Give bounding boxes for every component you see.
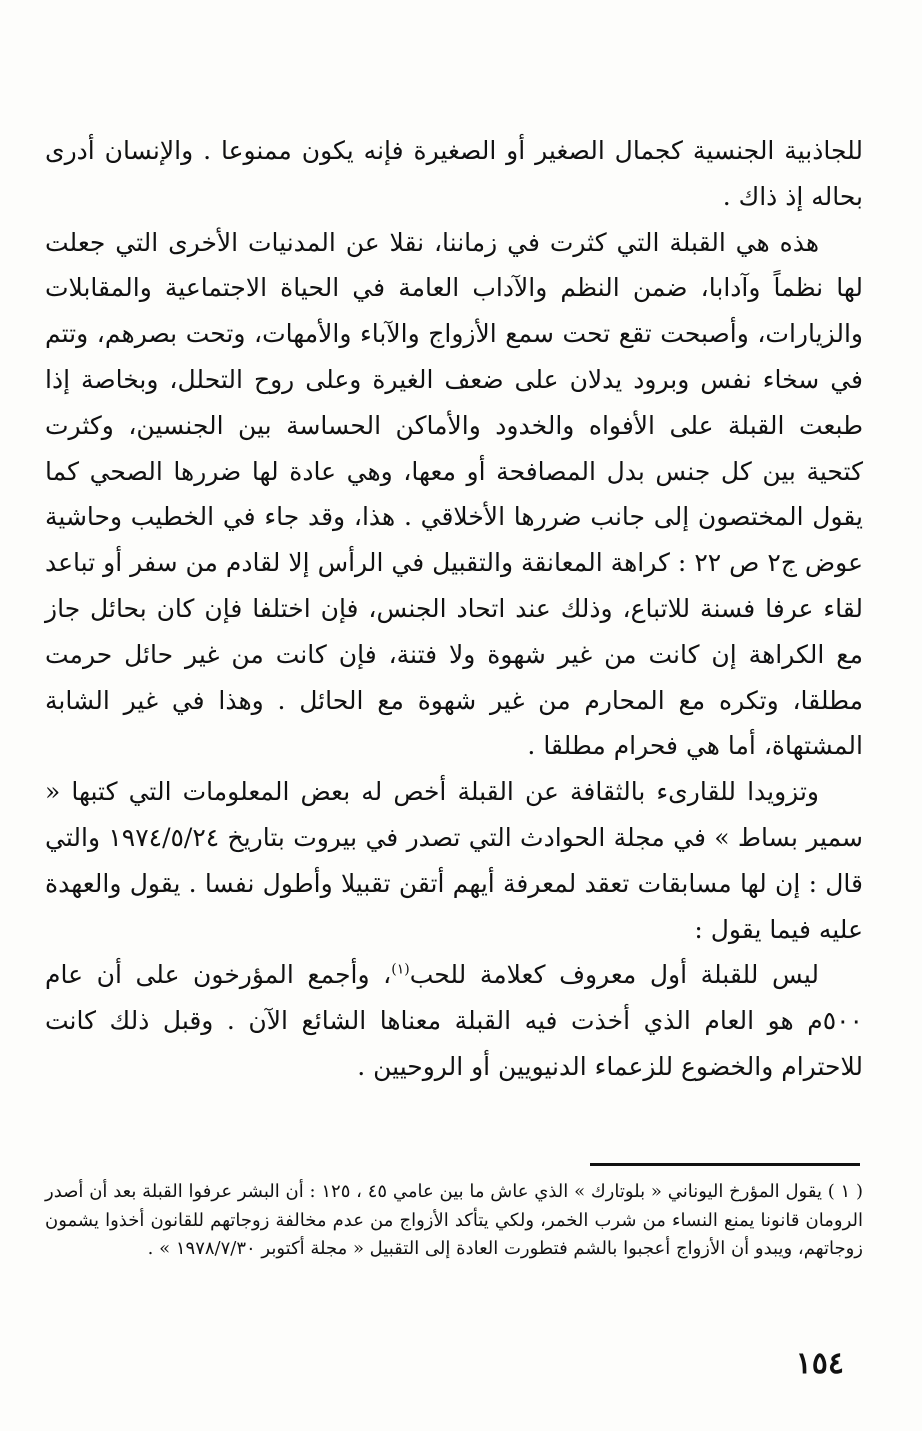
page-number: ١٥٤ [795,1346,844,1381]
paragraph-4-end: ، وأجمع المؤرخون على أن عام ٥٠٠م هو العام الذي أخذت فيه القبلة معناها الشائع الآن . وقبل ذلك كانت للاحترام والخضوع للزعماء الدنيويين أو الروحيين . [45,960,863,1081]
footnote-separator [590,1163,860,1166]
main-text [45,128,863,1090]
paragraph-3: وتزويدا للقارىء بالثقافة عن القبلة أخص له بعض المعلومات التي كتبها « سمير بساط » في مجلة الحوادث التي تصدر في بيروت بتاريخ ١٩٧٤/٥/٢٤ والتي قال : إن لها مسابقات تعقد لمعرفة أيهم أتقن تقبيلا وأطول نفسا . يقول والعهدة عليه فيما يقول : [45,777,864,944]
paragraph-1: للجاذبية الجنسية كجمال الصغير أو الصغيرة فإنه يكون ممنوعا . والإنسان أدرى بحاله إذ ذاك . [45,136,863,211]
footnote-text: ( ١ ) يقول المؤرخ اليوناني « بلوتارك » الذي عاش ما بين عامي ٤٥ ، ١٢٥ : أن البشر عرفوا القبلة بعد أن أصدر الرومان قانونا يمنع النساء من شرب الخمر، ولكي يتأكد الأزواج من عدم مخالفة زوجاتهم للقانون أخذوا يشمون زوجاتهم، ويبدو أن الأزواج أعجبوا بالشم فتطورت العادة إلى التقبيل « مجلة أكتوبر ١٩٧٨/٧/٣٠ » . [45,1181,863,1259]
paragraph-2: هذه هي القبلة التي كثرت في زماننا، نقلا عن المدنيات الأخرى التي جعلت لها نظماً وآدابا، ضمن النظم والآداب العامة في الحياة الاجتماعية والمقابلات والزيارات، وأصبحت تقع تحت سمع الأزواج والآباء والأمهات، وتحت بصرهم، وتتم في سخاء نفس وبرود يدلان على ضعف الغيرة وعلى روح التحلل، وبخاصة إذا طبعت القبلة على الأفواه والخدود والأماكن الحساسة بين الجنسين، وكثرت كتحية بين كل جنس بدل المصافحة أو معها، وهي عادة لها ضررها الصحي كما يقول المختصون إلى جانب ضررها الأخلاقي . هذا، وقد جاء في الخطيب وحاشية عوض ج٢ ص ٢٢ : كراهة المعانقة والتقبيل في الرأس إلا لقادم من سفر أو تباعد لقاء عرفا فسنة للاتباع، وذلك عند اتحاد الجنس، فإن اختلفا فإن كان بحائل جاز مع الكراهة إن كانت من غير شهوة ولا فتنة، فإن كانت من غير حائل حرمت مطلقا، وتكره مع المحارم من غير شهوة مع الحائل . وهذا في غير الشابة المشتهاة، أما هي فحرام مطلقا . [45,227,863,761]
footnote [45,1178,863,1264]
paragraph-4 [45,952,863,1089]
paragraph-4-start: ليس للقبلة أول معروف كعلامة للحب [409,960,819,990]
footnote-reference: (١) [391,962,410,979]
